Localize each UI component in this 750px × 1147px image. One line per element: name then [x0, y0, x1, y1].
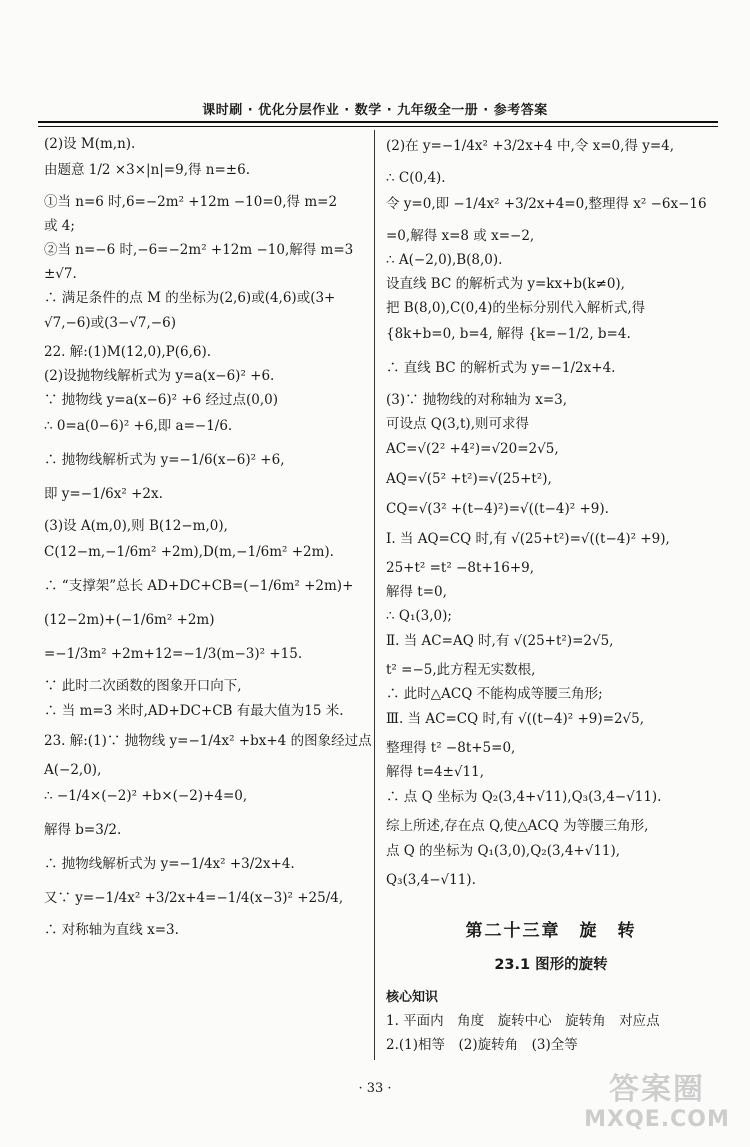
answer-line: ∴ 此时△ACQ 不能构成等腰三角形; [386, 686, 603, 702]
answer-line: 设直线 BC 的解析式为 y=kx+b(k≠0), [386, 276, 625, 292]
header-rule-thin [38, 126, 718, 127]
left-column [44, 134, 372, 944]
answer-line: Q₃(3,4−√11). [386, 872, 476, 888]
answer-line: ∴ 0=a(0−6)² +6,即 a=−1/6. [44, 418, 233, 434]
answer-line: ∴ Q₁(3,0); [386, 608, 452, 624]
page-number: · 33 · [358, 1081, 392, 1096]
answer-line: 整理得 t² −8t+5=0, [386, 740, 516, 756]
answer-line: 可设点 Q(3,t),则可求得 [386, 416, 529, 432]
answer-line: CQ=√(3² +(t−4)²)=√((t−4)² +9). [386, 501, 609, 517]
answer-line: ∴ 当 m=3 米时,AD+DC+CB 有最大值为15 米. [44, 703, 344, 719]
answer-line: 或 4; [44, 218, 75, 234]
answer-line: 令 y=0,即 −1/4x² +3/2x+4=0,整理得 x² −6x−16 [386, 196, 707, 212]
answer-line: ∵ 抛物线 y=a(x−6)² +6 经过点(0,0) [44, 392, 279, 408]
answer-line: ∴ C(0,4). [386, 170, 446, 186]
answer-line: 25+t² =t² −8t+16+9, [386, 560, 535, 576]
section-title: 23.1 图形的旋转 [494, 957, 608, 973]
answer-line: =−1/3m² +2m+12=−1/3(m−3)² +15. [44, 646, 303, 662]
answer-line: 解得 b=3/2. [44, 822, 122, 838]
answer-line: 综上所述,存在点 Q,使△ACQ 为等腰三角形, [386, 818, 649, 834]
core-knowledge-item: 1. 平面内 角度 旋转中心 旋转角 对应点 [386, 1013, 660, 1029]
answer-line: (2)在 y=−1/4x² +3/2x+4 中,令 x=0,得 y=4, [386, 138, 675, 154]
answer-line: (3)设 A(m,0),则 B(12−m,0), [44, 518, 228, 534]
answer-line: ∴ “支撑架”总长 AD+DC+CB=(−1/6m² +2m)+ [44, 578, 354, 594]
answer-line: √7,−6)或(3−√7,−6) [44, 315, 176, 331]
answer-line: {8k+b=0, b=4, 解得 {k=−1/2, b=4. [386, 326, 631, 342]
answer-line: ∴ 直线 BC 的解析式为 y=−1/2x+4. [386, 360, 616, 376]
answer-line: (2)设 M(m,n). [44, 136, 136, 152]
answer-line: 点 Q 的坐标为 Q₁(3,0),Q₂(3,4+√11), [386, 843, 621, 859]
answer-line: ±√7. [44, 266, 77, 282]
answer-line: Ⅰ. 当 AQ=CQ 时,有 √(25+t²)=√((t−4)² +9), [386, 531, 670, 547]
answer-line: 解得 t=4±√11, [386, 764, 485, 780]
answer-line: Ⅲ. 当 AC=CQ 时,有 √((t−4)² +9)=2√5, [386, 711, 645, 727]
answer-line: ∴ 满足条件的点 M 的坐标为(2,6)或(4,6)或(3+ [44, 290, 336, 306]
answer-line: 又∵ y=−1/4x² +3/2x+4=−1/4(x−3)² +25/4, [44, 890, 344, 906]
right-column [386, 134, 716, 1059]
answer-line: ∴ 对称轴为直线 x=3. [44, 922, 179, 938]
answer-line: 把 B(8,0),C(0,4)的坐标分别代入解析式,得 [386, 300, 646, 316]
answer-line: AC=√(2² +4²)=√20=2√5, [386, 441, 559, 457]
answer-line: AQ=√(5² +t²)=√(25+t²), [386, 471, 552, 487]
answer-line: (12−2m)+(−1/6m² +2m) [44, 612, 215, 628]
answer-line: =0,解得 x=8 或 x=−2, [386, 228, 535, 244]
header-rule-thick [38, 121, 718, 123]
answer-line: ∵ 此时二次函数的图象开口向下, [44, 678, 242, 694]
answer-line: A(−2,0), [44, 762, 102, 778]
column-divider [374, 130, 375, 1060]
site-watermark [582, 1073, 732, 1139]
answer-line: ∴ A(−2,0),B(8,0). [386, 252, 503, 268]
answer-line: 即 y=−1/6x² +2x. [44, 486, 163, 502]
watermark-text: 答案圈 [609, 1072, 705, 1107]
answer-line: ①当 n=6 时,6=−2m² +12m −10=0,得 m=2 [44, 194, 338, 210]
answer-line: (3)∵ 抛物线的对称轴为 x=3, [386, 392, 568, 408]
answer-line: 由题意 1/2 ×3×|n|=9,得 n=±6. [44, 162, 250, 178]
answer-line: 23. 解:(1)∵ 抛物线 y=−1/4x² +bx+4 的图象经过点 [44, 733, 372, 749]
answer-line: t² =−5,此方程无实数根, [386, 662, 536, 678]
answer-line: ②当 n=−6 时,−6=−2m² +12m −10,解得 m=3 [44, 242, 354, 258]
answer-line: ∴ 抛物线解析式为 y=−1/4x² +3/2x+4. [44, 856, 295, 872]
answer-line: C(12−m,−1/6m² +2m),D(m,−1/6m² +2m). [44, 544, 334, 560]
core-knowledge-label: 核心知识 [386, 990, 439, 1005]
core-knowledge-item: 2.(1)相等 (2)旋转角 (3)全等 [386, 1037, 578, 1053]
answer-line: Ⅱ. 当 AC=AQ 时,有 √(25+t²)=2√5, [386, 633, 614, 649]
chapter-title: 第二十三章 旋 转 [465, 921, 637, 941]
answer-line: ∴ −1/4×(−2)² +b×(−2)+4=0, [44, 788, 248, 804]
watermark-url: MXQE.COM [584, 1107, 730, 1132]
page-header: 课时刷 · 优化分层作业 · 数学 · 九年级全一册 · 参考答案 [202, 103, 548, 118]
answer-line: (2)设抛物线解析式为 y=a(x−6)² +6. [44, 368, 275, 384]
answer-line: ∴ 抛物线解析式为 y=−1/6(x−6)² +6, [44, 452, 285, 468]
answer-line: 解得 t=0, [386, 584, 447, 600]
answer-line: 22. 解:(1)M(12,0),P(6,6). [44, 344, 212, 360]
answer-line: ∴ 点 Q 坐标为 Q₂(3,4+√11),Q₃(3,4−√11). [386, 789, 662, 805]
